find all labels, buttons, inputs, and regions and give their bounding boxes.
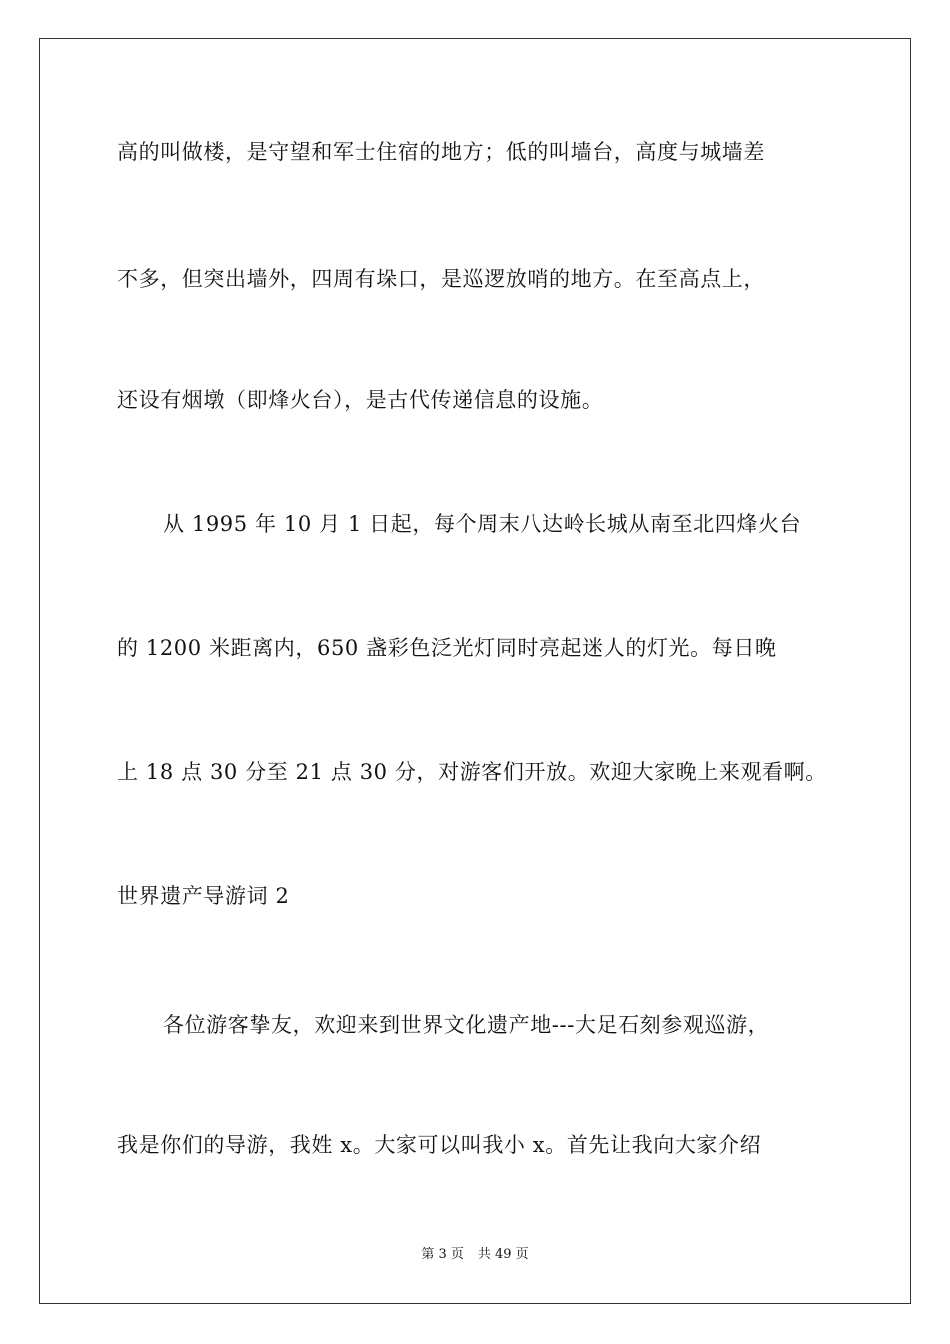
page-footer xyxy=(0,1246,950,1264)
paragraph-line: 的 1200 米距离内，650 盏彩色泛光灯同时亮起迷人的灯光。每日晚 xyxy=(117,636,777,660)
paragraph-line: 从 1995 年 10 月 1 日起，每个周末八达岭长城从南至北四烽火台 xyxy=(163,512,802,536)
page-number: 第 3 页 xyxy=(421,1247,464,1262)
page-frame xyxy=(39,38,911,1304)
paragraph-line: 上 18 点 30 分至 21 点 30 分，对游客们开放。欢迎大家晚上来观看啊。 xyxy=(117,760,827,784)
paragraph-line: 不多，但突出墙外，四周有垛口，是巡逻放哨的地方。在至高点上， xyxy=(117,267,765,291)
paragraph-line: 各位游客挚友，欢迎来到世界文化遗产地---大足石刻参观巡游， xyxy=(163,1013,770,1037)
paragraph-line: 我是你们的导游，我姓 x。大家可以叫我小 x。首先让我向大家介绍 xyxy=(117,1133,762,1157)
section-heading: 世界遗产导游词 2 xyxy=(117,884,290,908)
paragraph-line: 还设有烟墩（即烽火台），是古代传递信息的设施。 xyxy=(117,388,604,412)
page-total: 共 49 页 xyxy=(477,1247,529,1262)
paragraph-line: 高的叫做楼，是守望和军士住宿的地方；低的叫墙台，高度与城墙差 xyxy=(117,140,765,164)
